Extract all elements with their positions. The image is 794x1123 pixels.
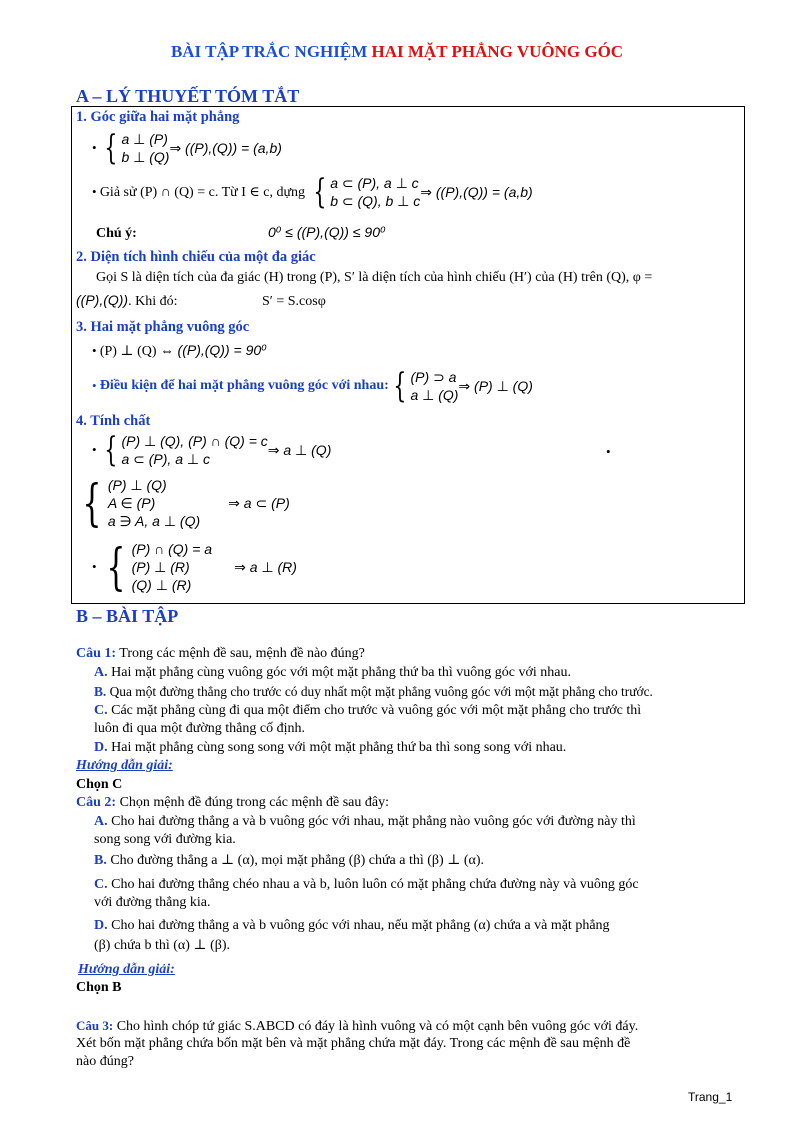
s3-title: 3. Hai mặt phẳng vuông góc <box>76 319 250 335</box>
s1-line1: • { a ⊥ (P) b ⊥ (Q) ⇒ ((P),(Q)) = (a,b) <box>92 128 282 168</box>
q3-stem-line3: nào đúng? <box>76 1054 134 1069</box>
q1-option-b[interactable]: B. Qua một đường thẳng cho trước có duy nhất một mặt phẳng vuông góc với một mặt phẳng cho trước. <box>94 684 653 699</box>
q3-stem: Câu 3: Cho hình chóp tứ giác S.ABCD có đáy là hình vuông và có một cạnh bên vuông góc với đáy. <box>76 1018 639 1034</box>
q3-stem-line2: Xét bốn mặt phẳng chứa bốn mặt bên và mặt phẳng chứa mặt đáy. Trong các mệnh đề sau mệnh đề <box>76 1036 631 1051</box>
s3-line2: • Điều kiện để hai mặt phẳng vuông góc với nhau: { (P) ⊃ a a ⊥ (Q) ⇒ (P) ⊥ (Q) <box>92 366 533 406</box>
brace-icon: { <box>82 474 102 532</box>
q1-option-d[interactable]: D. Hai mặt phẳng cùng song song với một mặt phẳng thứ ba thì song song với nhau. <box>94 740 567 755</box>
s1-line2: • Giả sử (P) ∩ (Q) = c. Từ I ∈ c, dựng { a ⊂ (P), a ⊥ c b ⊂ (Q), b ⊥ c ⇒ ((P),(Q)) = (a,b) <box>92 172 533 212</box>
bullet-icon: • <box>92 559 100 574</box>
page-number: Trang_1 <box>688 1090 733 1104</box>
s2-text: Gọi S là diện tích của đa giác (H) trong (P), S′ là diện tích của hình chiếu (H′) của (H) trên (Q), φ = <box>96 270 653 285</box>
q2-option-d[interactable]: D. Cho hai đường thẳng a và b vuông góc với nhau, nếu mặt phẳng (α) chứa a và mặt phẳng <box>94 918 610 933</box>
q2-guide: Hướng dẫn giải: <box>78 962 175 977</box>
q2-option-a[interactable]: A. Cho hai đường thẳng a và b vuông góc với nhau, mặt phẳng nào vuông góc với đường này thì <box>94 814 636 829</box>
q2-option-c[interactable]: C. Cho hai đường thẳng chéo nhau a và b, luôn luôn có mặt phẳng chứa đường này và vuông góc <box>94 877 639 892</box>
s2-line2: ((P),(Q)). Khi đó: <box>76 292 178 309</box>
s2-title: 2. Diện tích hình chiếu của một đa giác <box>76 249 316 265</box>
section-b-heading: B – BÀI TẬP <box>76 606 179 626</box>
q2-option-a-cont: song song với đường kia. <box>94 832 236 847</box>
q1-option-c[interactable]: C. Các mặt phẳng cùng đi qua một điểm cho trước và vuông góc với một mặt phẳng cho trước thì <box>94 703 642 718</box>
q2-answer: Chọn B <box>76 980 122 995</box>
q2-stem: Câu 2: Chọn mệnh đề đúng trong các mệnh đề sau đây: <box>76 795 389 810</box>
q2-option-b[interactable]: B. Cho đường thẳng a ⊥ (α), mọi mặt phẳng (β) chứa a thì (β) ⊥ (α). <box>94 853 485 868</box>
s4-line1: • { (P) ⊥ (Q), (P) ∩ (Q) = c a ⊂ (P), a ⊥ c ⇒ a ⊥ (Q) <box>92 430 332 470</box>
q1-option-c-cont: luôn đi qua một đường thẳng cố định. <box>94 721 305 736</box>
bullet-icon: • <box>92 184 100 199</box>
bullet-icon: • <box>92 378 100 393</box>
q1-option-a[interactable]: A. Hai mặt phẳng cùng vuông góc với một mặt phẳng thứ ba thì vuông góc với nhau. <box>94 665 571 680</box>
note-math: 0⁰ ≤ ((P),(Q)) ≤ 90⁰ <box>268 224 386 240</box>
q1-stem: Câu 1: Trong các mệnh đề sau, mệnh đề nào đúng? <box>76 646 365 661</box>
q1-guide: Hướng dẫn giải: <box>76 758 173 773</box>
s3-line1: • (P) ⊥ (Q) ⇔ ((P),(Q)) = 90⁰ <box>92 342 267 359</box>
q2-option-c-cont: với đường thẳng kia. <box>94 895 211 910</box>
q1-answer: Chọn C <box>76 777 123 792</box>
bullet-icon: • <box>92 343 100 358</box>
brace-icon: { <box>393 366 407 406</box>
brace-icon: { <box>106 538 126 596</box>
section-a-heading: A – LÝ THUYẾT TÓM TẮT <box>76 86 300 106</box>
bullet-icon: • <box>92 442 100 457</box>
s4-title: 4. Tính chất <box>76 413 151 429</box>
bullet-icon: • <box>606 444 611 459</box>
brace-icon: { <box>104 430 118 470</box>
s1-title: 1. Góc giữa hai mặt phẳng <box>76 109 240 125</box>
brace-icon: { <box>312 172 326 212</box>
s4-line2: { (P) ⊥ (Q) A ∈ (P) a ∋ A, a ⊥ (Q) ⇒ a ⊂ (P) <box>82 474 290 532</box>
q2-option-d-cont: (β) chứa b thì (α) ⊥ (β). <box>94 938 231 953</box>
s4-line3: • { (P) ∩ (Q) = a (P) ⊥ (R) (Q) ⊥ (R) ⇒ a ⊥ (R) <box>92 538 297 596</box>
bullet-icon: • <box>92 140 100 155</box>
s2-formula: S′ = S.cosφ <box>262 294 326 309</box>
brace-icon: { <box>104 128 118 168</box>
document-title: BÀI TẬP TRẮC NGHIỆM HAI MẶT PHẲNG VUÔNG GÓC <box>170 42 624 61</box>
note-label: Chú ý: <box>96 226 137 241</box>
